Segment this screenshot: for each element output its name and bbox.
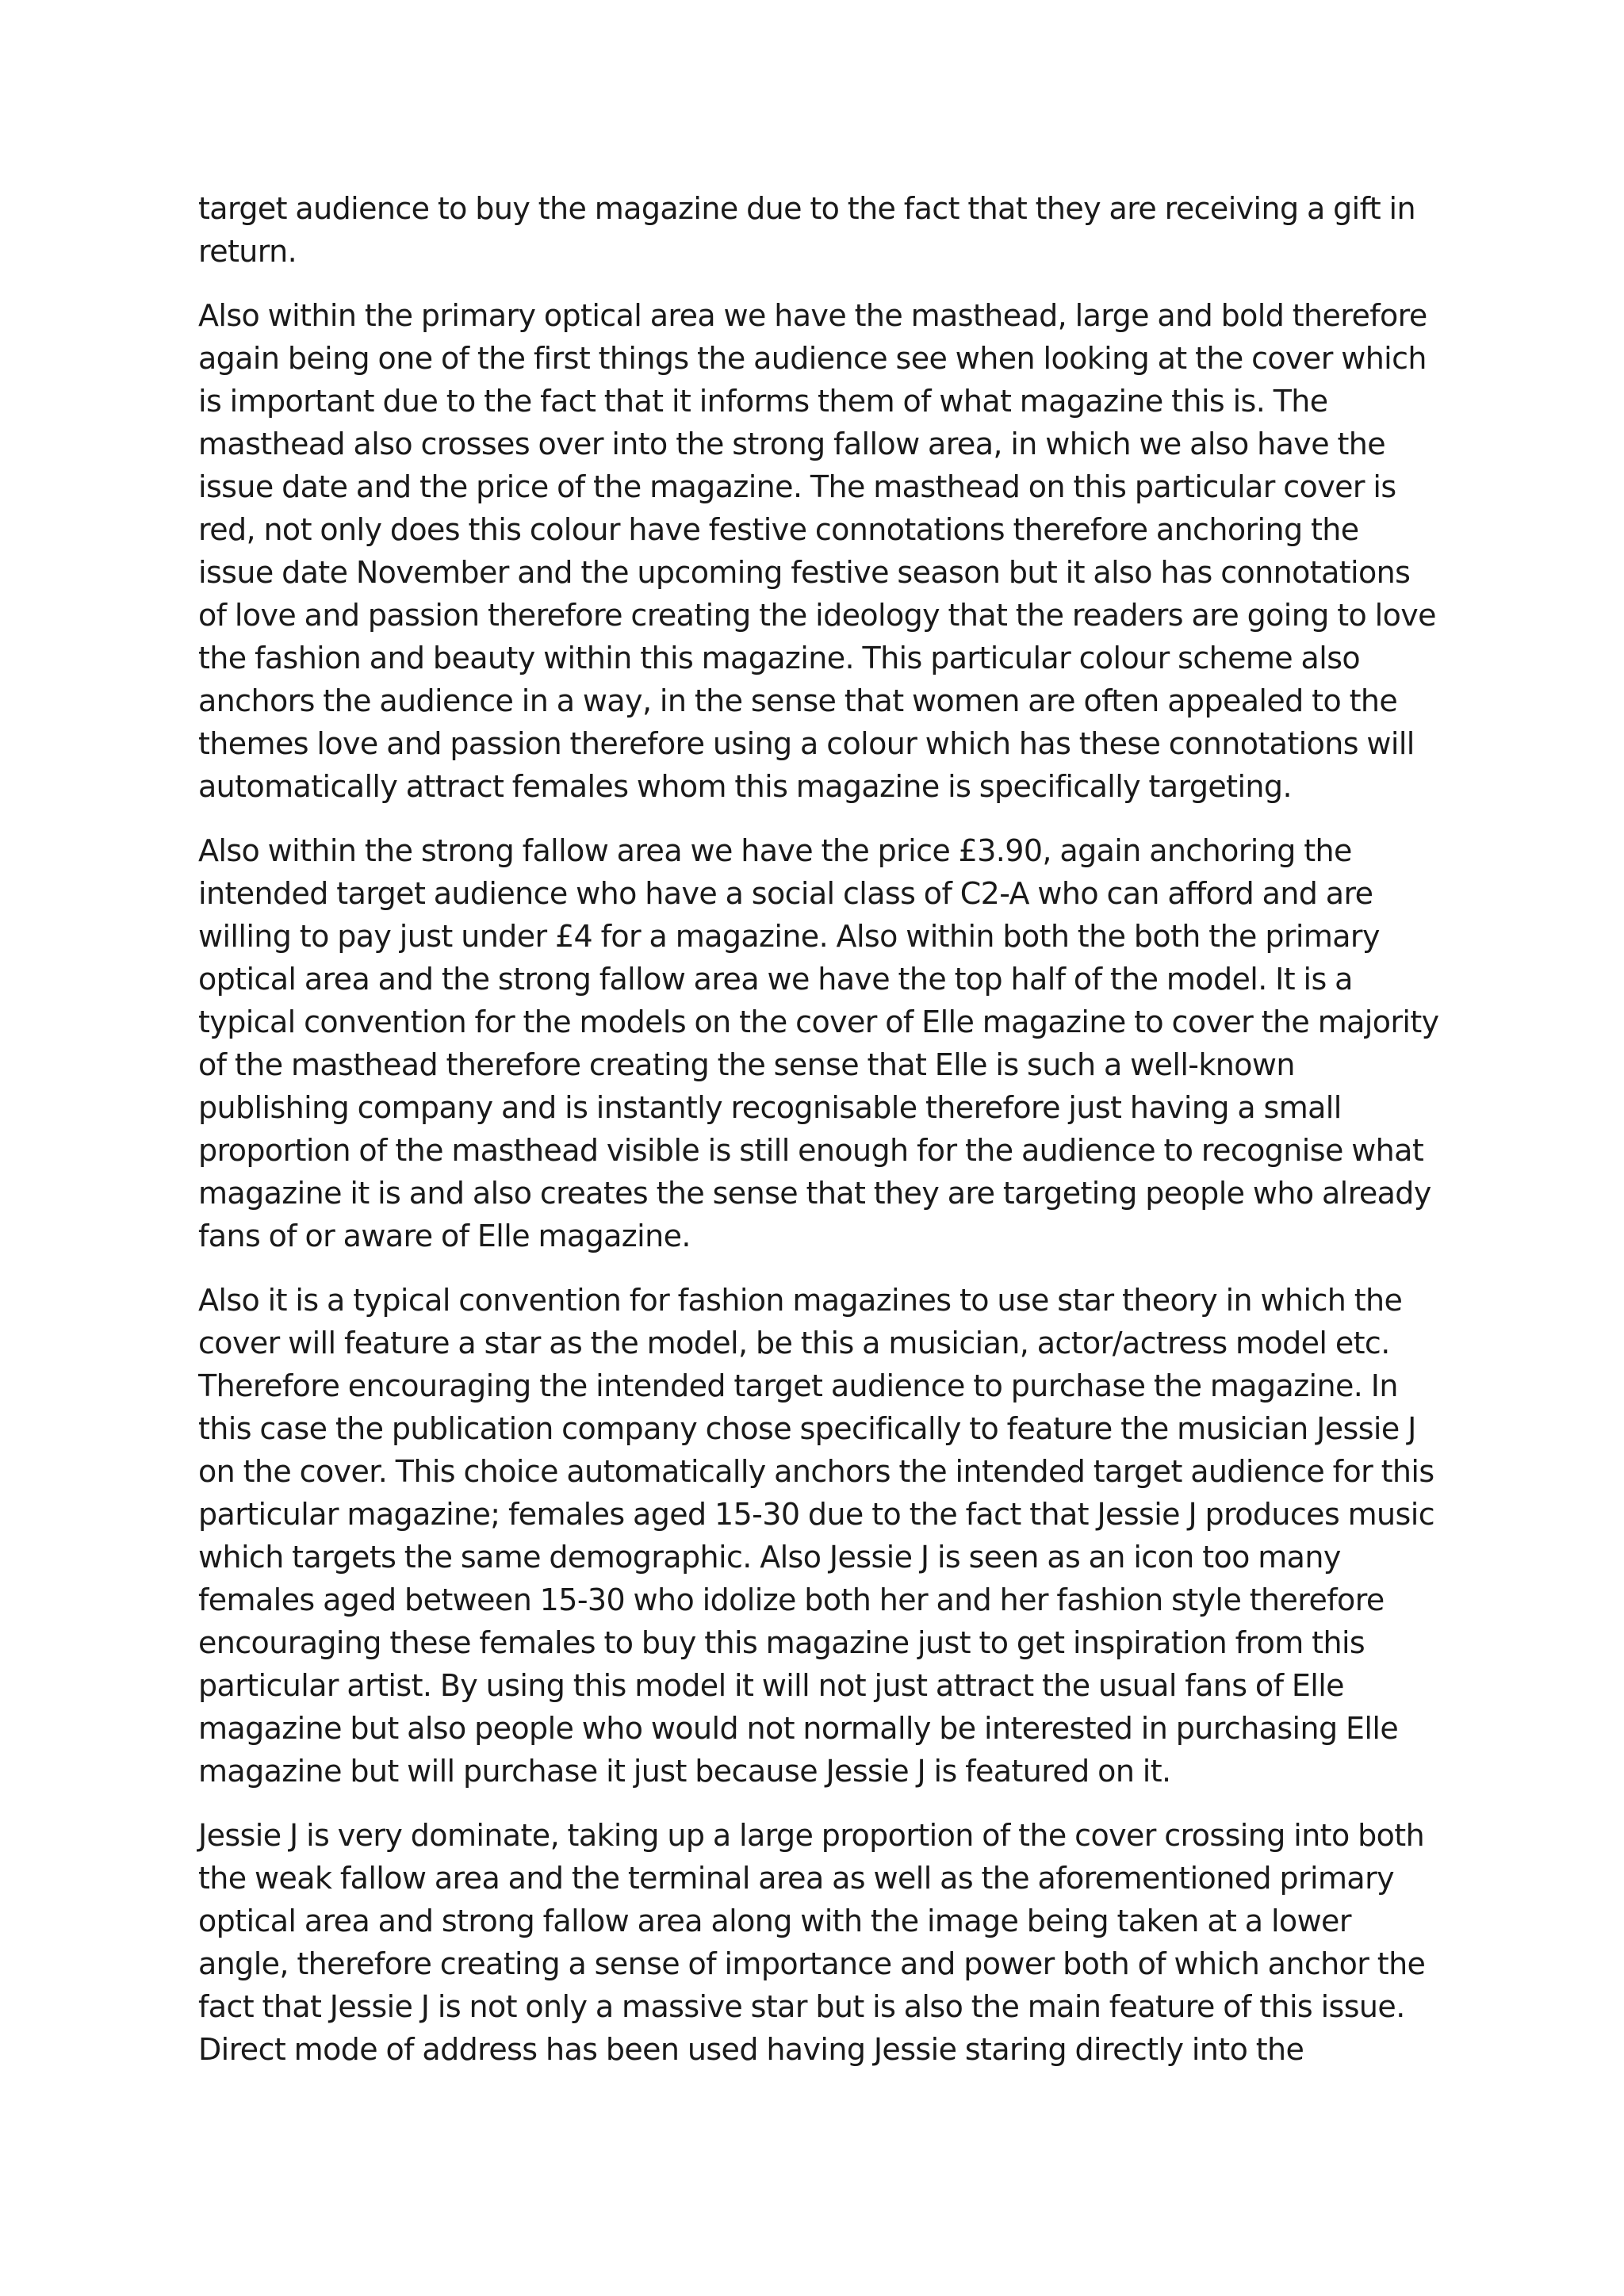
paragraph-2: Also within the primary optical area we have the masthead, large and bold therefore again being one of the first things the audience see when looking at the cover which is important due to the fact that it informs them of what magazine this is. The masthead also crosses over into the strong fallow area, in which we also have the issue date and the price of the magazine. The masthead on this particular cover is red, not only does this colour have festive connotations therefore anchoring the issue date November and the upcoming festive season but it also has connotations of love and passion therefore creating the ideology that the readers are going to love the fashion and beauty within this magazine. This particular colour scheme also anchors the audience in a way, in the sense that women are often appealed to the themes love and passion therefore using a colour which has these connotations will automatically attract females whom this magazine is specifically targeting. — [198, 298, 1436, 804]
paragraph-3: Also within the strong fallow area we have the price £3.90, again anchoring the intended target audience who have a social class of C2-A who can afford and are willing to pay just under £4 for a magazine. Also within both the both the primary optical area and the strong fallow area we have the top half of the model. It is a typical convention for the models on the cover of Elle magazine to cover the majority of the masthead therefore creating the sense that Elle is such a well-known publishing company and is instantly recognisable therefore just having a small proportion of the masthead visible is still enough for the audience to recognise what magazine it is and also creates the sense that they are targeting people who already fans of or aware of Elle magazine. — [198, 833, 1439, 1253]
paragraph-1: target audience to buy the magazine due to the fact that they are receiving a gift in return. — [198, 191, 1415, 269]
document-body — [198, 187, 1442, 2092]
paragraph-4: Also it is a typical convention for fashion magazines to use star theory in which the cover will feature a star as the model, be this a musician, actor/actress model etc. Therefore encouraging the intended target audience to purchase the magazine. In this case the publication company chose specifically to feature the musician Jessie J on the cover. This choice automatically anchors the intended target audience for this particular magazine; females aged 15-30 due to the fact that Jessie J produces music which targets the same demographic. Also Jessie J is seen as an icon too many females aged between 15-30 who idolize both her and her fashion style therefore encouraging these females to buy this magazine just to get inspiration from this particular artist. By using this model it will not just attract the usual fans of Elle magazine but also people who would not normally be interested in purchasing Elle magazine but will purchase it just because Jessie J is featured on it. — [198, 1283, 1434, 1789]
paragraph-5: Jessie J is very dominate, taking up a large proportion of the cover crossing into both the weak fallow area and the terminal area as well as the aforementioned primary optical area and strong fallow area along with the image being taken at a lower angle, therefore creating a sense of importance and power both of which anchor the fact that Jessie J is not only a massive star but is also the main feature of this issue. Direct mode of address has been used having Jessie staring directly into the — [198, 1818, 1426, 2067]
